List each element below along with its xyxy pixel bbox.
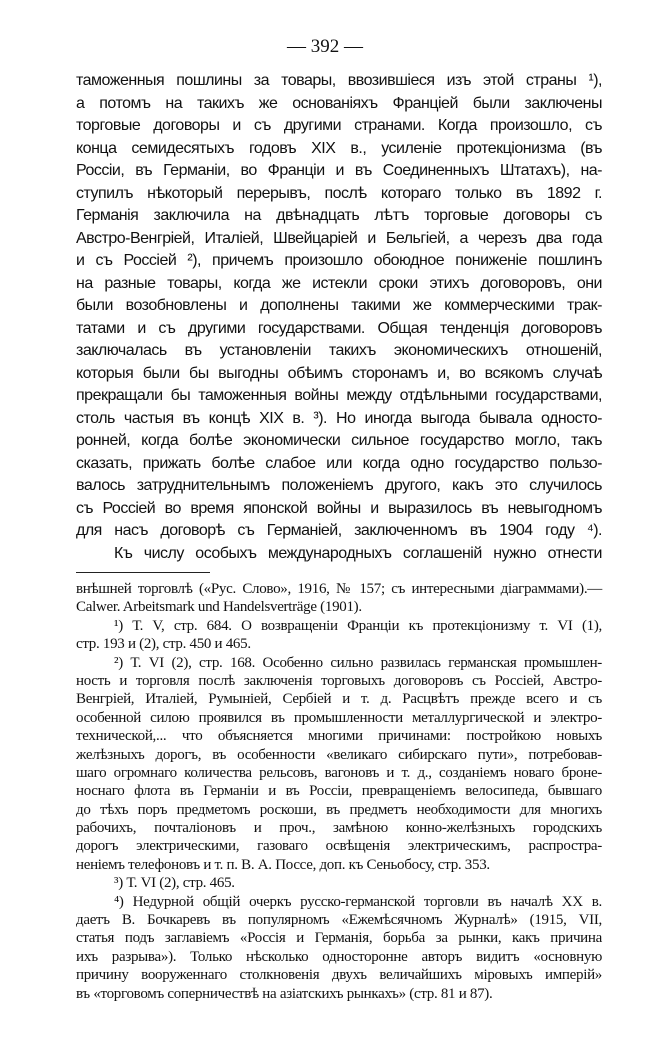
footnote-line: ²) Т. VI (2), стр. 168. Особенно сильно развилась германская промышлен-	[114, 654, 602, 671]
text-line: на разные товары, когда же истекли сроки этихъ договоровъ, они	[76, 274, 602, 292]
footnotes	[76, 580, 602, 1003]
footnote-separator	[76, 572, 210, 573]
text-line: ступилъ нѣкоторый перерывъ, послѣ котораго только въ 1892 г.	[76, 184, 602, 202]
text-line: сказать, прижать болѣе слабое или когда одно государство пользо-	[76, 454, 602, 472]
text-line: были возобновлены и дополнены такими же коммерческими трак-	[76, 297, 602, 314]
footnote-line: ихъ разрыва»). Только нѣсколько односторонне авторъ видитъ «основную	[76, 948, 602, 965]
page-number: — 392 —	[287, 36, 363, 57]
main-text	[76, 70, 602, 565]
text-line: Къ числу особыхъ международныхъ соглашеній нужно отнести	[114, 544, 602, 562]
footnote-line: даетъ В. Бочкаревъ въ популярномъ «Ежемѣсячномъ Журналѣ» (1915, VII,	[76, 912, 602, 929]
text-line: прекращали бы таможенныя войны между отдѣльными государствами,	[76, 387, 602, 404]
footnote-line: дорогъ электрическими, газоваго освѣщенія электрическимъ, распростра-	[76, 838, 602, 855]
text-line: столь частыя въ концѣ XIX в. ³). Но иногда выгода бывала односто-	[76, 409, 602, 427]
text-line: таможенныя пошлины за товары, ввозившіеся изъ этой страны ¹),	[76, 72, 602, 89]
text-line: заключалась въ установленіи такихъ экономическихъ отношеній,	[76, 342, 602, 359]
footnote-line: ⁴) Недурной общій очеркъ русско-германской торговли въ началѣ XX в.	[114, 893, 602, 910]
footnote-line: Calwer. Arbeitsmark und Handelsverträge (1901).	[76, 599, 362, 616]
text-line: а потомъ на такихъ же основаніяхъ Франціей были заключены	[76, 94, 602, 112]
footnote-line: рабочихъ, почталіоновъ и проч., замѣною конно-желѣзныхъ городскихъ	[76, 820, 602, 837]
footnote-line: внѣшней торговлѣ («Рус. Слово», 1916, № 157; съ интересными діаграммами).—	[76, 581, 602, 597]
footnote-line: особенной силою проявился въ промышленности металлургической и электро-	[76, 709, 602, 726]
footnote-line: желѣзныхъ дорогъ, въ особенности «великаго сибирскаго пути», потребовав-	[76, 746, 602, 763]
text-line: Германія заключила на двѣнадцать лѣтъ торговые договоры съ	[76, 207, 602, 224]
text-line: Австро-Венгріей, Италіей, Швейцаріей и Бельгіей, а черезъ два года	[76, 229, 602, 247]
text-line: валось затруднительнымъ положеніемъ другого, какъ это случилось	[76, 477, 602, 494]
text-line: конца семидесятыхъ годовъ XIX в., усиленіе протекціонизма (въ	[76, 139, 602, 157]
footnote-line: въ «торговомъ соперничествѣ на азіатскихъ рынкахъ» (стр. 81 и 87).	[76, 985, 493, 1002]
footnote-line: причину вооруженнаго столкновенія двухъ величайшихъ міровыхъ имперій»	[76, 967, 602, 984]
text-line: которыя были бы выгодны обѣимъ сторонамъ и, во всякомъ случаѣ	[76, 364, 602, 382]
footnote-line: ¹) Т. V, стр. 684. О возвращеніи Франціи къ протекціонизму т. VI (1),	[114, 617, 602, 634]
text-line: торговые договоры и съ другими странами. Когда произошло, съ	[76, 117, 602, 134]
text-line: и съ Россіей ²), причемъ произошло обоюдное пониженіе пошлинъ	[76, 252, 602, 269]
footnote-line: до тѣхъ поръ предметомъ роскоши, въ предметъ необходимости для многихъ	[76, 801, 602, 818]
text-line: татами и съ другими государствами. Общая тенденція договоровъ	[76, 319, 602, 337]
footnote-line: технической,... что объясняется многими причинами: постройкою новыхъ	[76, 728, 602, 745]
footnote-line: шаго огромнаго количества рельсовъ, вагоновъ и т. д., созданіемъ новаго броне-	[76, 764, 602, 781]
footnote-line: носнаго флота въ Германіи и въ Россіи, превращеніемъ велосипеда, бывшаго	[76, 783, 602, 800]
footnote-line: ность и торговля послѣ заключенія торговыхъ договоровъ съ Россіей, Австро-	[76, 672, 602, 689]
text-line: Россіи, въ Германіи, во Франціи и въ Соединенныхъ Штатахъ), на-	[76, 162, 602, 179]
footnote-line: стр. 193 и (2), стр. 450 и 465.	[76, 636, 251, 653]
text-line: для насъ договорѣ съ Германіей, заключенномъ въ 1904 году ⁴).	[76, 522, 602, 539]
footnote-line: Венгріей, Италіей, Румыніей, Сербіей и т. д. Расцвѣтъ прежде всего и съ	[76, 691, 602, 708]
footnote-line: неніемъ телефоновъ и т. п. В. А. Поссе, доп. къ Сеньобосу, стр. 353.	[76, 856, 490, 873]
text-line: ронней, когда болѣе экономически сильное государство могло, такъ	[76, 432, 602, 449]
text-line: съ Россіей во время японской войны и выразилось въ невыгодномъ	[76, 499, 602, 517]
footnote-line: ³) Т. VI (2), стр. 465.	[114, 875, 235, 892]
footnote-line: статья подъ заглавіемъ «Россія и Германія, борьба за рынки, какъ причина	[76, 930, 602, 947]
